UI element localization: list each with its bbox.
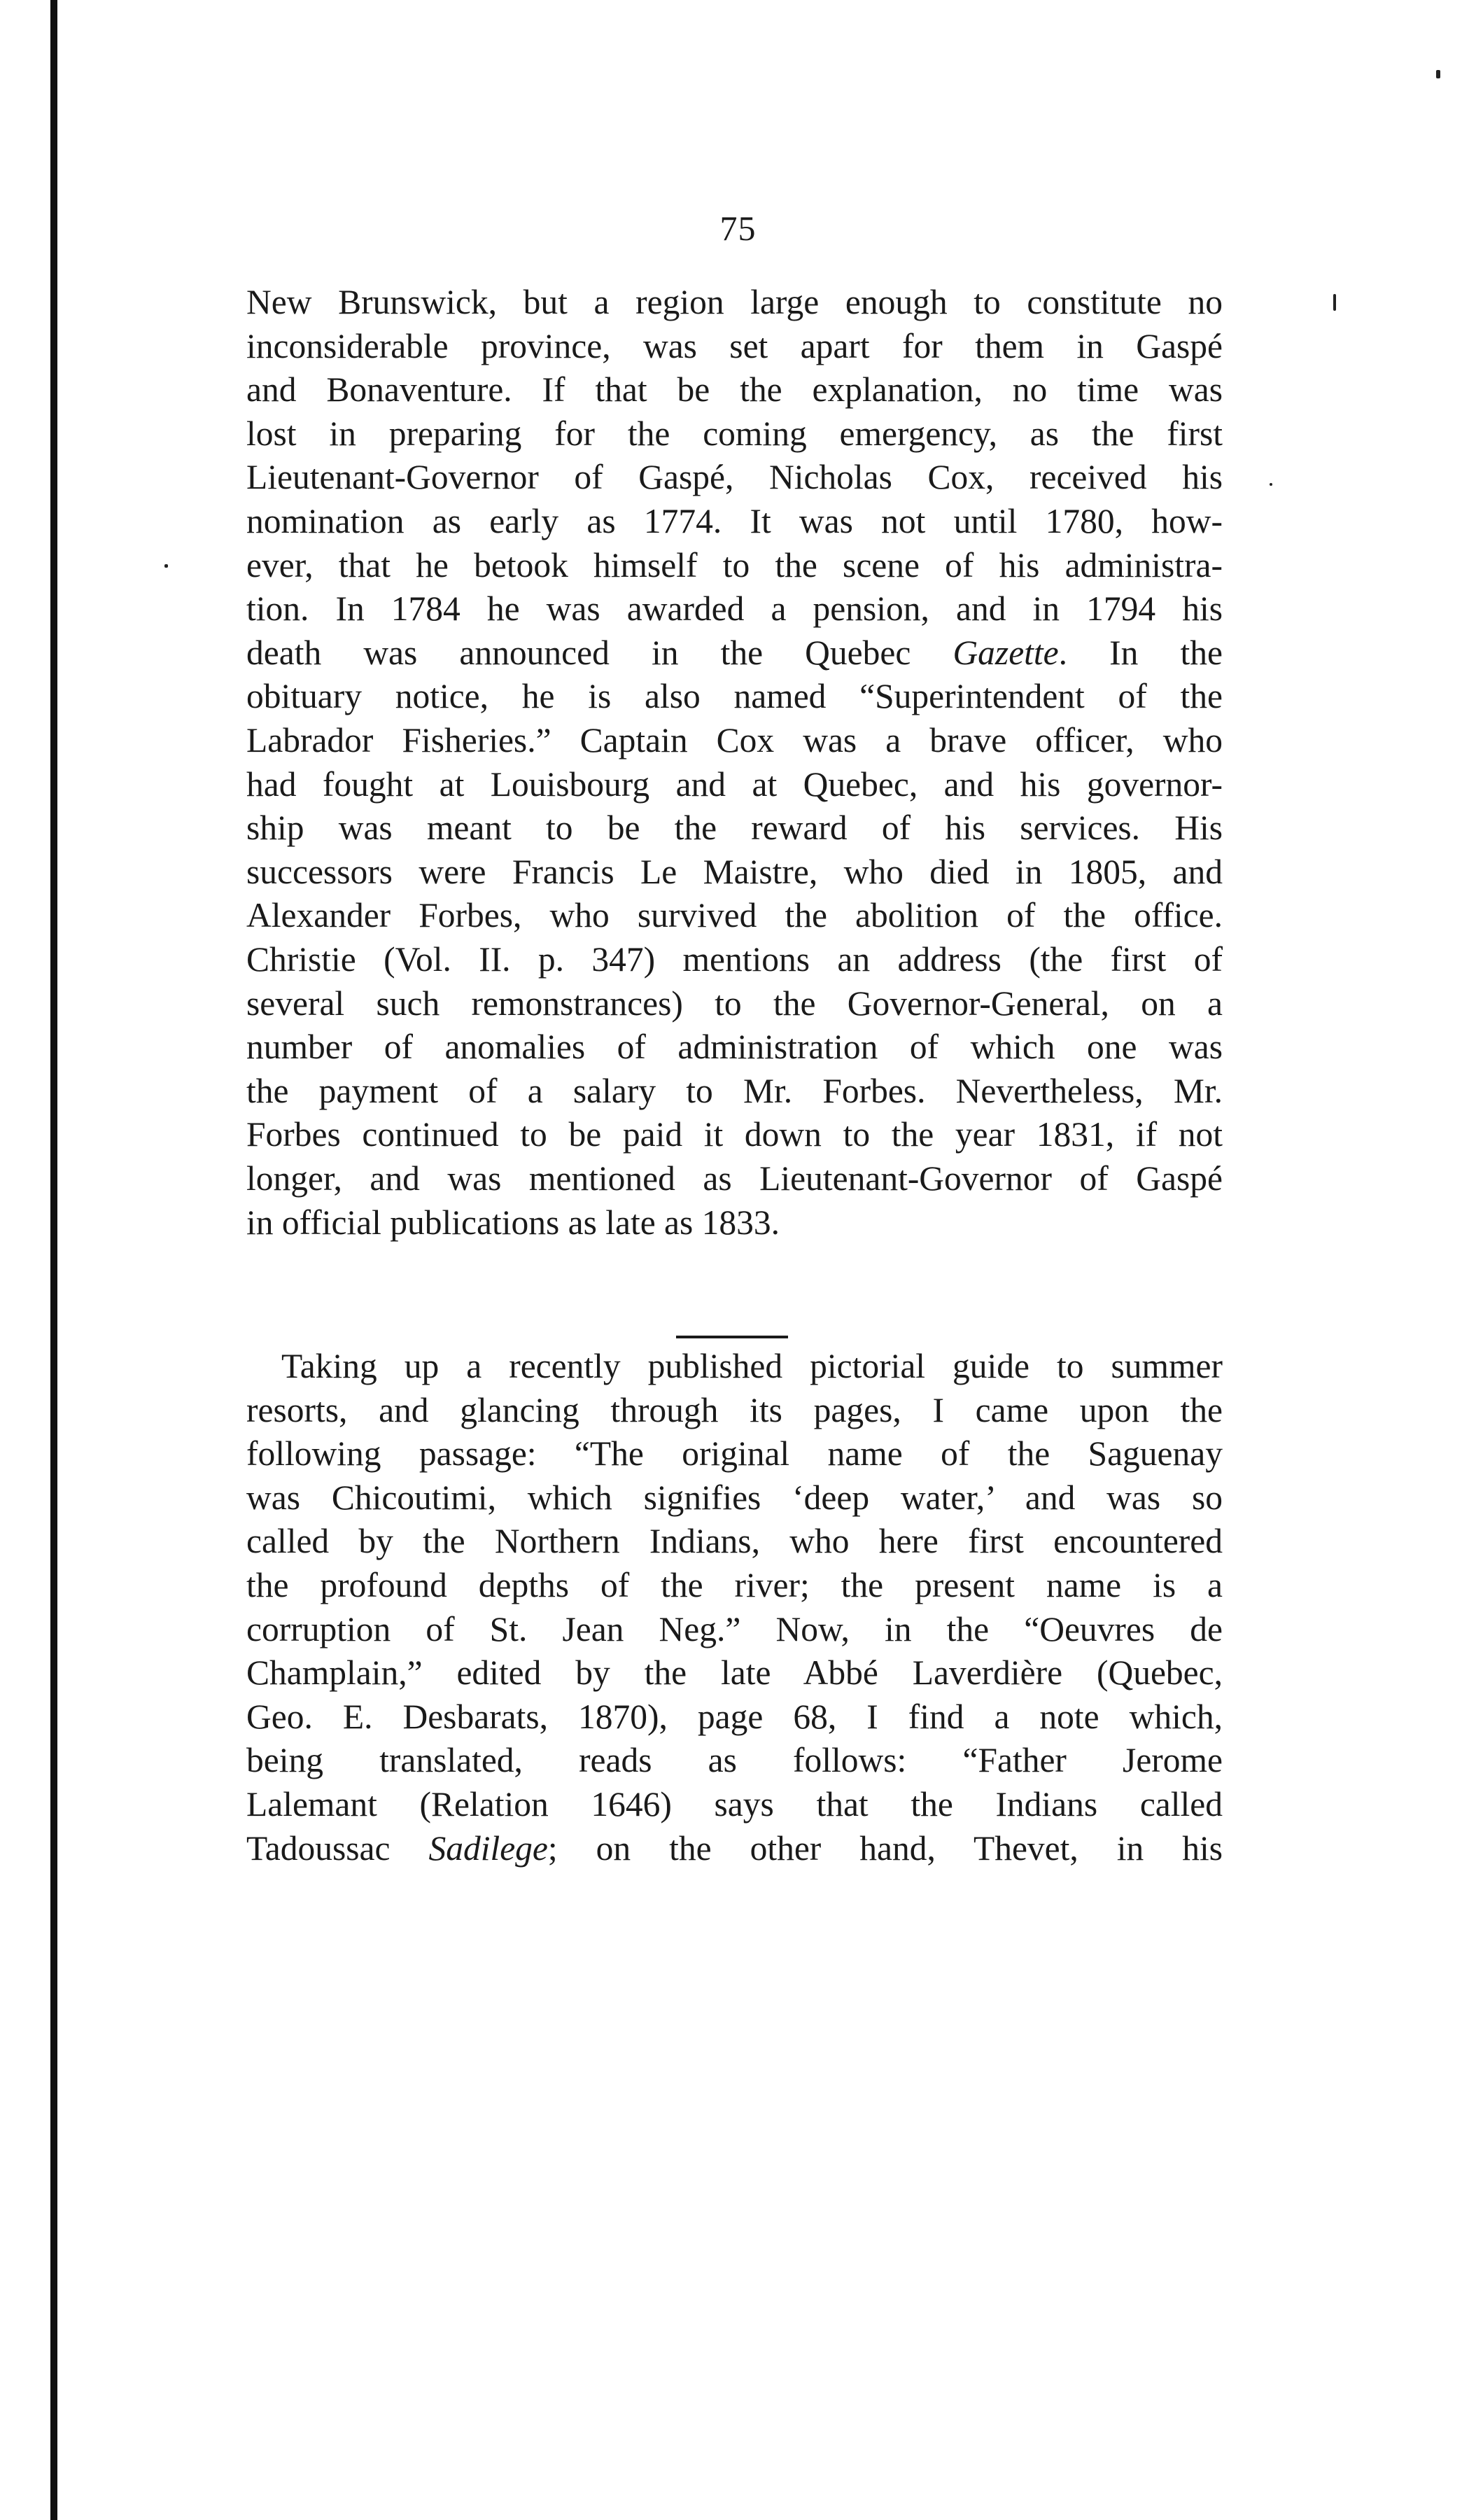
italic-title: Gazette (953, 633, 1059, 672)
text-line: Taking up a recently published pictorial guide to summer (281, 1347, 1223, 1385)
text-line: nomination as early as 1774. It was not until 1780, how- (246, 502, 1223, 540)
text-line: resorts, and glancing through its pages, I came upon the (246, 1390, 1223, 1429)
text-line: Alexander Forbes, who survived the abolition of the office. (246, 896, 1223, 935)
text-line: longer, and was mentioned as Lieutenant-Governor of Gaspé (246, 1159, 1223, 1198)
scan-speck (164, 564, 168, 568)
text-line: Lieutenant-Governor of Gaspé, Nicholas Cox, received his (246, 458, 1223, 497)
text-line: and Bonaventure. If that be the explanation, no time was (246, 370, 1223, 410)
text-line: in official publications as late as 1833. (246, 1203, 780, 1242)
binding-edge (50, 0, 57, 2520)
text-line: New Brunswick, but a region large enough to constitute no (246, 283, 1223, 321)
text-line: being translated, reads as follows: “Father Jerome (246, 1741, 1223, 1780)
text-line: Tadoussac Sadilege; on the other hand, Thevet, in his (246, 1828, 1223, 1868)
text-line: obituary notice, he is also named “Superintendent of the (246, 677, 1223, 716)
text-line: was Chicoutimi, which signifies ‘deep water,’ and was so (246, 1478, 1223, 1517)
text-line: following passage: “The original name of the Saguenay (246, 1434, 1223, 1474)
text-line: tion. In 1784 he was awarded a pension, and in 1794 his (246, 589, 1223, 629)
text-line: number of anomalies of administration of which one was (246, 1028, 1223, 1067)
text-line: death was announced in the Quebec Gazette. In the (246, 633, 1223, 672)
text-line: Champlain,” edited by the late Abbé Laverdière (Quebec, (246, 1653, 1223, 1693)
text-line: ship was meant to be the reward of his services. His (246, 808, 1223, 848)
text-line: the profound depths of the river; the present name is a (246, 1566, 1223, 1604)
page-number: 75 (719, 209, 757, 248)
text-line: corruption of St. Jean Neg.” Now, in the “Oeuvres de (246, 1609, 1223, 1648)
text-line: inconsiderable province, was set apart for them in Gaspé (246, 326, 1223, 365)
text-line: the payment of a salary to Mr. Forbes. Nevertheless, Mr. (246, 1071, 1223, 1110)
text-line: several such remonstrances) to the Governor-General, on a (246, 983, 1223, 1023)
text-line: successors were Francis Le Maistre, who died in 1805, and (246, 852, 1223, 891)
text-line: Labrador Fisheries.” Captain Cox was a brave officer, who (246, 721, 1223, 760)
scan-speck (1333, 294, 1336, 311)
text-line: Geo. E. Desbarats, 1870), page 68, I find a note which, (246, 1697, 1223, 1736)
text-line: lost in preparing for the coming emergency, as the first (246, 414, 1223, 453)
scan-speck (1436, 70, 1440, 78)
text-line: ever, that he betook himself to the scene of his administra- (246, 545, 1223, 584)
text-line: had fought at Louisbourg and at Quebec, and his governor- (246, 764, 1223, 804)
section-divider (676, 1336, 788, 1338)
scan-speck (1270, 483, 1272, 486)
italic-title: Sadilege (428, 1828, 548, 1868)
text-line: Lalemant (Relation 1646) says that the Indians called (246, 1785, 1223, 1823)
text-line: Forbes continued to be paid it down to the year 1831, if not (246, 1115, 1223, 1154)
text-line: called by the Northern Indians, who here first encountered (246, 1522, 1223, 1561)
text-line: Christie (Vol. II. p. 347) mentions an address (the first of (246, 940, 1223, 979)
